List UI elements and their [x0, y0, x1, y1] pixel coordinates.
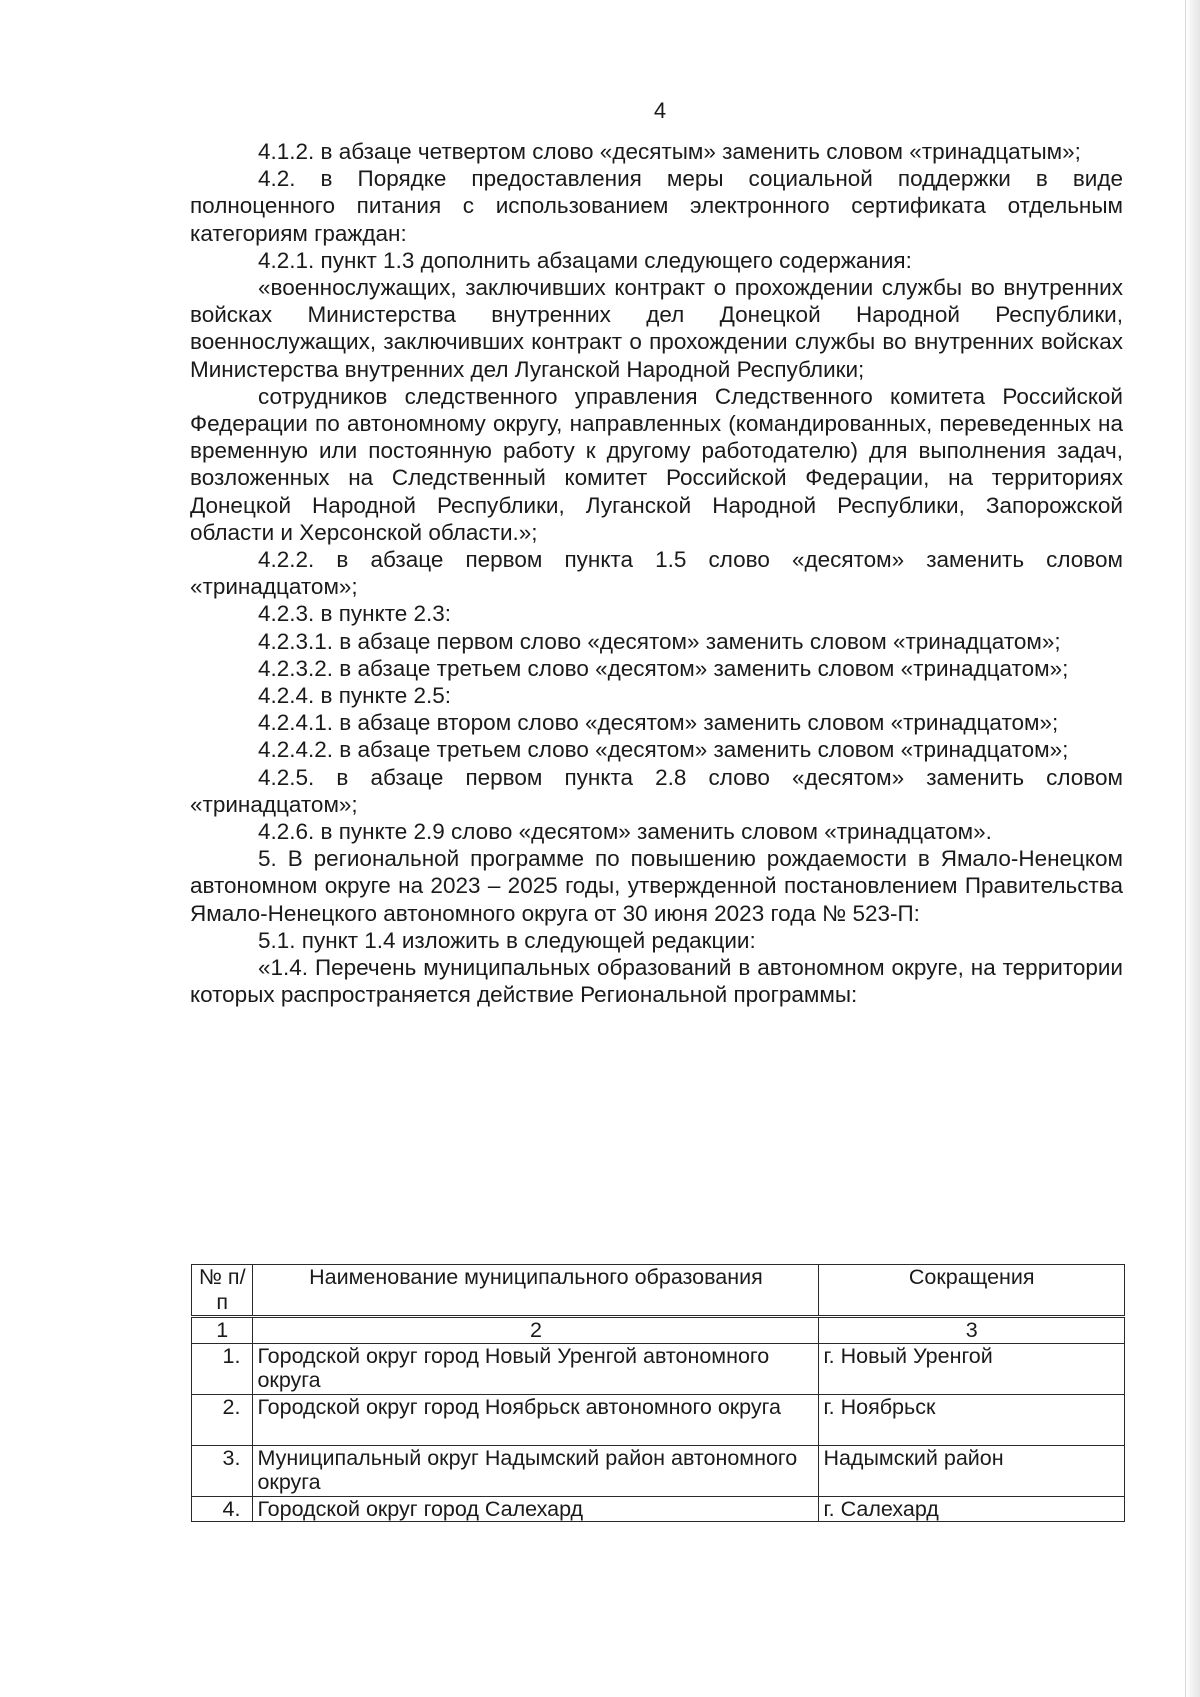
column-number-row — [192, 1317, 1125, 1344]
row-name: Городской округ город Ноябрьск автономного округа — [253, 1394, 819, 1445]
paragraph: 4.2.4.2. в абзаце третьем слово «десятом» заменить словом «тринадцатом»; — [258, 737, 1069, 763]
header-abbr: Сокращения — [819, 1265, 1125, 1317]
paragraph: 4.2.3.2. в абзаце третьем слово «десятом» заменить словом «тринадцатом»; — [258, 655, 1069, 681]
row-abbr: г. Ноябрьск — [819, 1394, 1125, 1445]
paragraph: 4.1.2. в абзаце четвертом слово «десятым» заменить словом «тринадцатым»; — [258, 139, 1081, 164]
column-number: 3 — [819, 1317, 1125, 1344]
paragraph: 4.2. в Порядке предоставления меры социальной поддержки в виде полноценного питания с использованием электронного сертификата отдельным категориям граждан: — [190, 166, 1123, 246]
column-number: 1 — [192, 1317, 253, 1344]
row-name: Городской округ город Салехард — [253, 1496, 819, 1522]
paragraph: сотрудников следственного управления Следственного комитета Российской Федерации по автономному округу, направленных (командированных, переведенных на временную или постоянную работу к другому работодателю) для выполнения задач, возложенных на Следственный комитет Российской Федерации, на территориях Донецкой Народной Республики, Луганской Народной Республики, Запорожской области и Херсонской области.»; — [190, 383, 1123, 545]
row-name: Городской округ город Новый Уренгой автономного округа — [253, 1343, 819, 1394]
row-num: 4. — [192, 1496, 253, 1522]
paragraph: «1.4. Перечень муниципальных образований в автономном округе, на территории которых распространяется действие Региональной программы: — [190, 955, 1123, 1008]
paragraph: 4.2.4.1. в абзаце втором слово «десятом» заменить словом «тринадцатом»; — [258, 710, 1059, 736]
table-header-row — [192, 1265, 1125, 1317]
paragraph: 5.1. пункт 1.4 изложить в следующей редакции: — [258, 927, 756, 953]
table-row — [192, 1445, 1125, 1496]
row-abbr: г. Новый Уренгой — [819, 1343, 1125, 1394]
paragraph: 4.2.3. в пункте 2.3: — [258, 601, 452, 627]
header-name: Наименование муниципального образования — [253, 1265, 819, 1317]
table-row — [192, 1394, 1125, 1445]
document-body — [190, 138, 1123, 1009]
table-row — [192, 1343, 1125, 1394]
page-number: 4 — [653, 98, 667, 123]
header-num: № п/п — [192, 1265, 253, 1317]
paragraph: 4.2.4. в пункте 2.5: — [258, 683, 452, 709]
row-abbr: г. Салехард — [819, 1496, 1125, 1522]
paragraph: 4.2.2. в абзаце первом пункта 1.5 слово «десятом» заменить словом «тринадцатом»; — [190, 547, 1123, 600]
municipalities-table — [191, 1264, 1125, 1522]
row-num: 3. — [192, 1445, 253, 1496]
row-num: 2. — [192, 1394, 253, 1445]
paragraph: 4.2.5. в абзаце первом пункта 2.8 слово «десятом» заменить словом «тринадцатом»; — [190, 764, 1123, 817]
table-row — [192, 1496, 1125, 1522]
paragraph: 4.2.6. в пункте 2.9 слово «десятом» заменить словом «тринадцатом». — [258, 819, 992, 845]
paragraph: 5. В региональной программе по повышению рождаемости в Ямало-Ненецком автономном округе на 2023 – 2025 годы, утвержденной постановлением Правительства Ямало-Ненецкого автономного округа от 30 июня 2023 года № 523-П: — [190, 846, 1123, 926]
paragraph: 4.2.1. пункт 1.3 дополнить абзацами следующего содержания: — [258, 247, 912, 273]
row-num: 1. — [192, 1343, 253, 1394]
paragraph: 4.2.3.1. в абзаце первом слово «десятом» заменить словом «тринадцатом»; — [258, 628, 1061, 654]
page-edge-shadow — [1185, 0, 1200, 1697]
row-abbr: Надымский район — [819, 1445, 1125, 1496]
paragraph: «военнослужащих, заключивших контракт о прохождении службы во внутренних войсках Министерства внутренних дел Донецкой Народной Республики, военнослужащих, заключивших контракт о прохождении службы во внутренних войсках Министерства внутренних дел Луганской Народной Республики; — [190, 275, 1123, 382]
column-number: 2 — [253, 1317, 819, 1344]
row-name: Муниципальный округ Надымский район автономного округа — [253, 1445, 819, 1496]
